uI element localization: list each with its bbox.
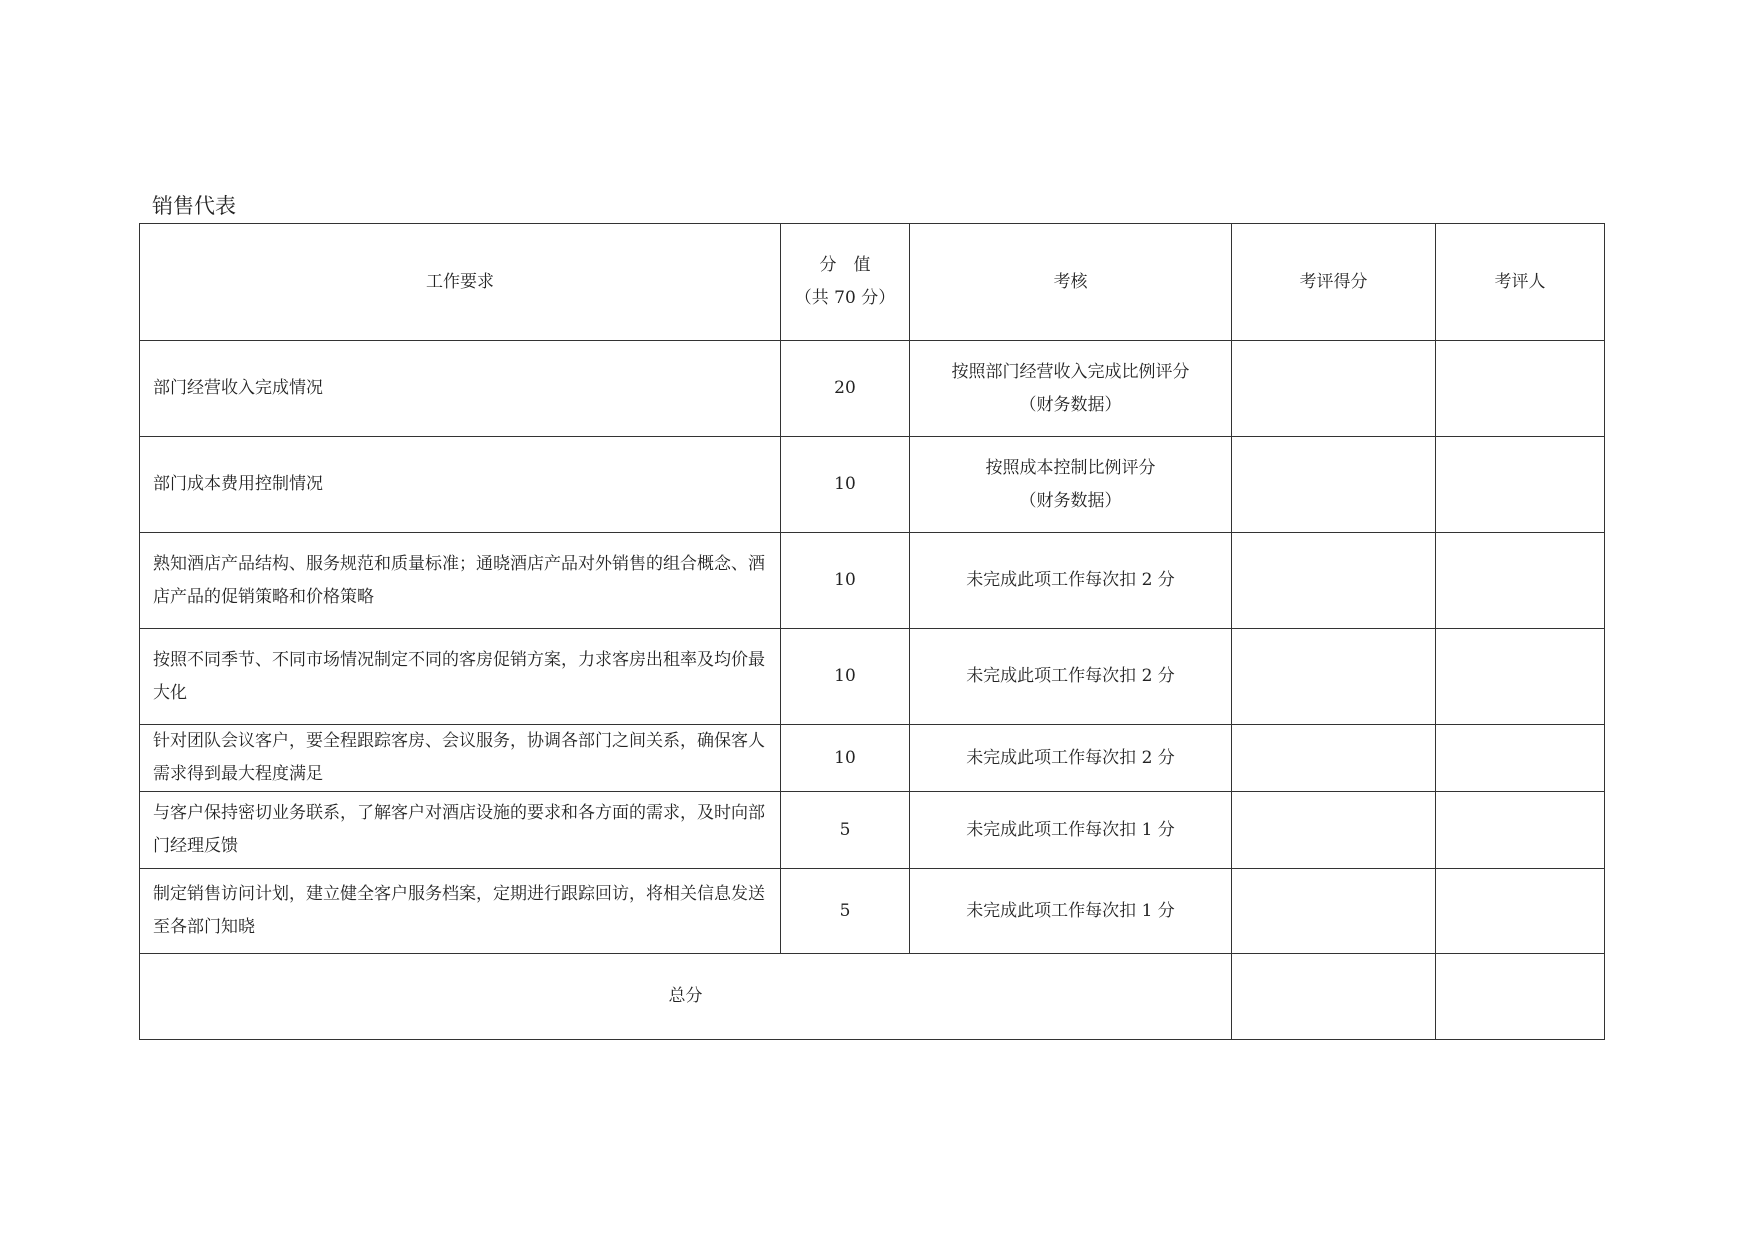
table-row (140, 792, 1605, 869)
header-score (781, 224, 910, 341)
requirement-cell: 制定销售访问计划，建立健全客户服务档案，定期进行跟踪回访，将相关信息发送至各部门知晓 (140, 869, 781, 954)
eval-score-cell[interactable] (1232, 437, 1436, 533)
assessment-note: （财务数据） (1019, 490, 1122, 511)
assessment-text: 按照部门经营收入完成比例评分 (951, 361, 1190, 382)
evaluator-cell[interactable] (1436, 437, 1605, 533)
eval-score-cell[interactable] (1232, 725, 1436, 792)
header-evaluator: 考评人 (1436, 224, 1605, 341)
total-row (140, 954, 1605, 1040)
header-score-total: （共 70 分） (794, 288, 896, 308)
score-cell: 5 (781, 869, 910, 954)
assessment-cell (910, 437, 1232, 533)
total-evaluator-cell[interactable] (1436, 954, 1605, 1040)
eval-score-cell[interactable] (1232, 792, 1436, 869)
table-row (140, 725, 1605, 792)
table-row (140, 629, 1605, 725)
eval-score-cell[interactable] (1232, 533, 1436, 629)
assessment-cell: 未完成此项工作每次扣 2 分 (910, 725, 1232, 792)
total-label: 总分 (140, 954, 1232, 1040)
requirement-cell: 与客户保持密切业务联系，了解客户对酒店设施的要求和各方面的需求，及时向部门经理反馈 (140, 792, 781, 869)
assessment-text: 按照成本控制比例评分 (985, 457, 1156, 478)
requirement-cell: 部门经营收入完成情况 (140, 341, 781, 437)
header-assessment: 考核 (910, 224, 1232, 341)
header-eval-score: 考评得分 (1232, 224, 1436, 341)
requirement-cell: 按照不同季节、不同市场情况制定不同的客房促销方案，力求客房出租率及均价最大化 (140, 629, 781, 725)
score-cell: 5 (781, 792, 910, 869)
evaluator-cell[interactable] (1436, 629, 1605, 725)
header-requirement: 工作要求 (140, 224, 781, 341)
requirement-cell: 部门成本费用控制情况 (140, 437, 781, 533)
requirement-cell: 熟知酒店产品结构、服务规范和质量标准；通晓酒店产品对外销售的组合概念、酒店产品的促销策略和价格策略 (140, 533, 781, 629)
document-title: 销售代表 (152, 194, 236, 218)
assessment-cell (910, 341, 1232, 437)
eval-score-cell[interactable] (1232, 341, 1436, 437)
evaluator-cell[interactable] (1436, 533, 1605, 629)
score-cell: 10 (781, 437, 910, 533)
table-row (140, 437, 1605, 533)
score-cell: 10 (781, 725, 910, 792)
table-row (140, 341, 1605, 437)
evaluator-cell[interactable] (1436, 792, 1605, 869)
assessment-cell: 未完成此项工作每次扣 2 分 (910, 533, 1232, 629)
eval-score-cell[interactable] (1232, 869, 1436, 954)
requirement-cell: 针对团队会议客户，要全程跟踪客房、会议服务，协调各部门之间关系，确保客人需求得到最大程度满足 (140, 725, 781, 792)
total-score-cell[interactable] (1232, 954, 1436, 1040)
evaluator-cell[interactable] (1436, 869, 1605, 954)
score-cell: 10 (781, 533, 910, 629)
score-cell: 20 (781, 341, 910, 437)
evaluator-cell[interactable] (1436, 341, 1605, 437)
table-row (140, 533, 1605, 629)
evaluation-table (139, 223, 1605, 1040)
header-score-label: 分 值 (819, 255, 871, 275)
assessment-cell: 未完成此项工作每次扣 1 分 (910, 869, 1232, 954)
assessment-cell: 未完成此项工作每次扣 1 分 (910, 792, 1232, 869)
assessment-note: （财务数据） (1019, 394, 1122, 415)
eval-score-cell[interactable] (1232, 629, 1436, 725)
table-row (140, 869, 1605, 954)
evaluator-cell[interactable] (1436, 725, 1605, 792)
score-cell: 10 (781, 629, 910, 725)
assessment-cell: 未完成此项工作每次扣 2 分 (910, 629, 1232, 725)
table-header-row (140, 224, 1605, 341)
